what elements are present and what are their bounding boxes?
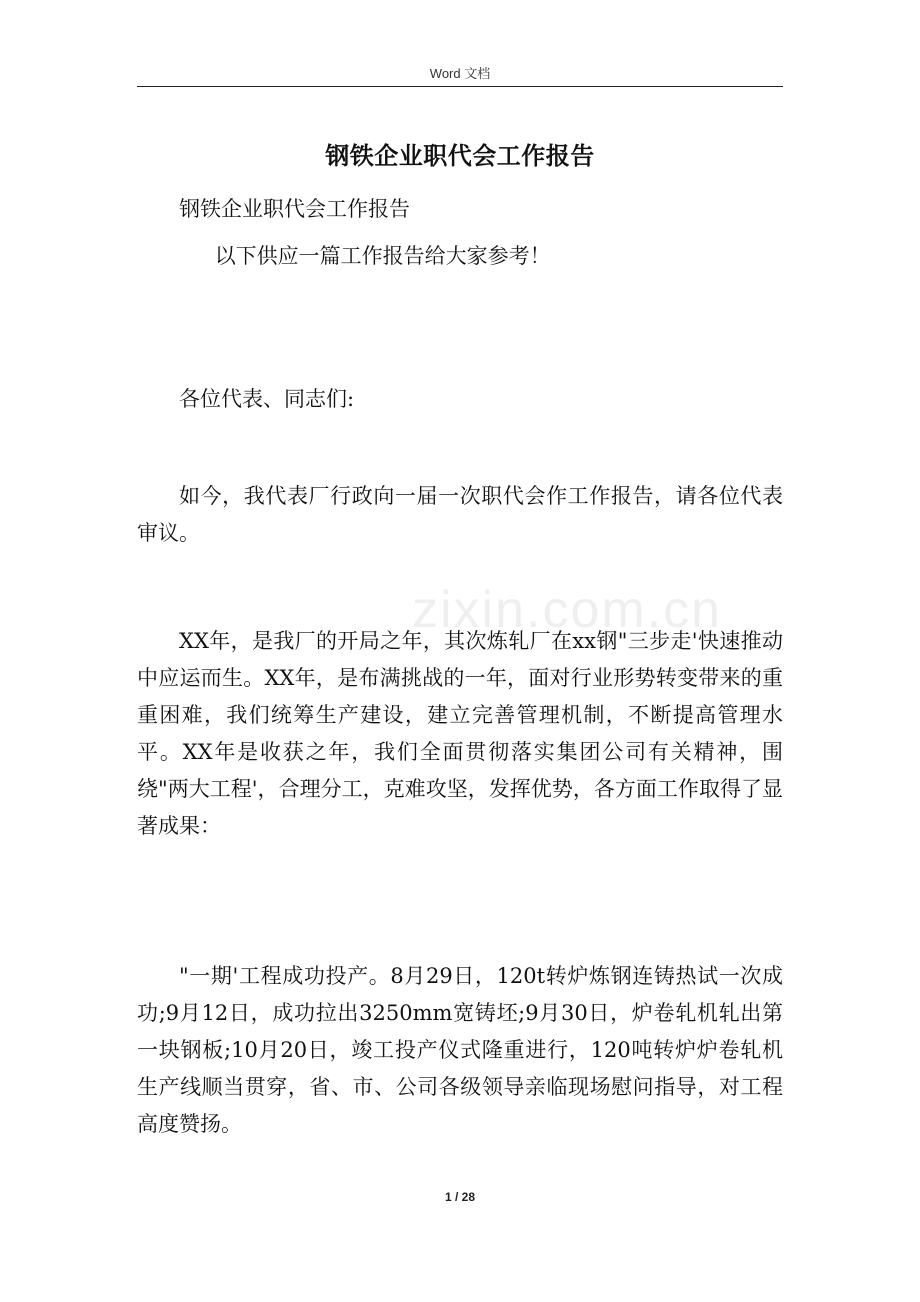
- watermark: zixin.com.cn: [412, 581, 723, 639]
- paragraph-3: "一期'工程成功投产。8月29日，120t转炉炼钢连铸热试一次成功;9月12日，成功拉出3250mm宽铸坯;9月30日，炉卷轧机轧出第一块钢板;10月20日，竣工投产仪式隆重进行，120吨转炉炉卷轧机生产线顺当贯穿，省、市、公司各级领导亲临现场慰问指导，对工程高度赞扬。: [137, 964, 783, 1136]
- document-subtitle: 钢铁企业职代会工作报告: [179, 197, 410, 221]
- header-divider: [137, 86, 783, 87]
- paragraph-1: 如今，我代表厂行政向一届一次职代会作工作报告，请各位代表审议。: [137, 484, 783, 545]
- document-header: Word 文档: [429, 66, 491, 81]
- document-title: 钢铁企业职代会工作报告: [325, 141, 595, 170]
- greeting-line: 各位代表、同志们:: [179, 387, 355, 411]
- intro-line: 以下供应一篇工作报告给大家参考！: [214, 244, 551, 268]
- page-number: 1 / 28: [444, 1190, 476, 1204]
- paragraph-2: XX年，是我厂的开局之年，其次炼轧厂在xx钢"三步走'快速推动中应运而生。XX年，是布满挑战的一年，面对行业形势转变带来的重重困难，我们统筹生产建设，建立完善管理机制，不断提高管理水平。XX年是收获之年，我们全面贯彻落实集团公司有关精神，围绕"两大工程'，合理分工，克难攻坚，发挥优势，各方面工作取得了显著成果：: [137, 629, 783, 838]
